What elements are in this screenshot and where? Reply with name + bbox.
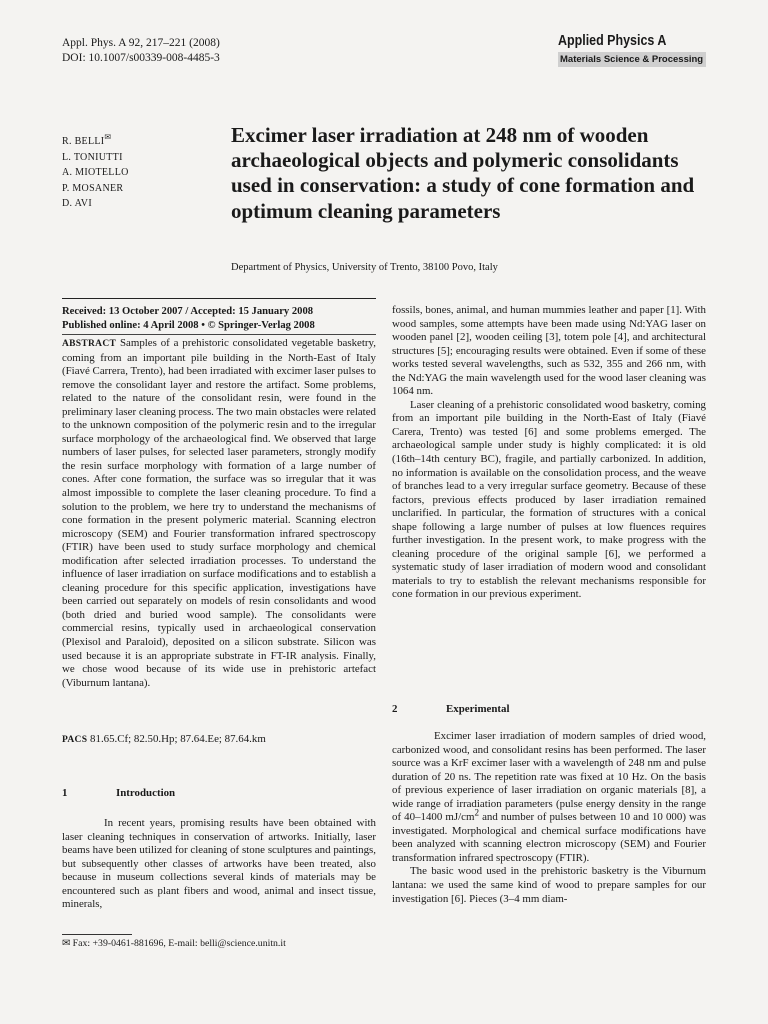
author: L. TONIUTTI: [62, 151, 123, 163]
paragraph: Excimer laser irradiation of modern samples of dried wood, carbonized wood, and consolidant resins has been performed. The laser source was a KrF excimer laser with a wavelength of 248 nm and pulse duration of 20 ns. The repetition rate was fixed at 10 Hz. On the basis of previous experience of laser irradiation on organic materials [8], a wide range of irradiation parameters (pulse energy density in the range of 40–1400 $mJ/cm^2$ and number of pulses between 10 and 10 000) was investigated. Morphological and chemical surface modifications have been analyzed with scanning electron microscopy (SEM) and Fourier transformation infrared spectroscopy (FTIR).: [392, 730, 706, 864]
abstract-label: ABSTRACT: [62, 339, 117, 349]
received-line: Received: 13 October 2007 / Accepted: 15 January 2008: [62, 306, 314, 317]
paragraph: fossils, bones, animal, and human mummies leather and paper [1]. With wood samples, some attempts have been made using Nd:YAG laser on wooden panel [2], wooden ceiling [3], totem pole [4], and architectural structures [5]; encouraging results were obtained. Even if some of these works tested several wavelengths, such as 532, 355 and 266 nm, with the Nd:YAG the main wavelength used for the wood laser cleaning was 1064 nm.: [392, 304, 706, 398]
pacs-codes: [62, 733, 266, 745]
section-heading-introduction: [62, 787, 175, 799]
section-number: 2: [392, 703, 398, 715]
journal-reference: Appl. Phys. A 92, 217–221 (2008): [62, 37, 220, 49]
section-title: Introduction: [116, 787, 176, 799]
journal-brand: [558, 33, 706, 67]
pacs-label: PACS: [62, 735, 88, 745]
abstract: [62, 337, 376, 690]
introduction-text: [62, 817, 376, 912]
journal-header: [62, 36, 220, 66]
author: R. BELLI✉: [62, 132, 112, 147]
affiliation: Department of Physics, University of Trento, 38100 Povo, Italy: [231, 262, 498, 273]
envelope-icon: ✉: [104, 132, 112, 142]
received-dates: [62, 305, 376, 332]
section-title: Experimental: [446, 703, 510, 715]
experimental-text: [392, 730, 706, 906]
footnote-divider: [62, 934, 132, 935]
author: P. MOSANER: [62, 182, 124, 194]
section-number: 1: [62, 787, 68, 799]
paragraph: The basic wood used in the prehistoric basketry is the Viburnum lantana: we used the same kind of wood to prepare samples for our investigation [6]. Pieces (3–4 mm diam-: [392, 865, 706, 905]
paper-title: Excimer laser irradiation at 248 nm of wooden archaeological objects and polymeric consolidants used in conservation: a study of cone formation and optimum cleaning parameters: [231, 123, 695, 223]
footnote: ✉ Fax: +39-0461-881696, E-mail: belli@science.unitn.it: [62, 938, 286, 949]
brand-title: Applied Physics A: [558, 33, 667, 49]
paragraph: In recent years, promising results have been obtained with laser cleaning techniques in conservation of artworks. Initially, laser beams have been utilized for cleaning of stone sculptures and paintings, but subsequently other classes of artworks have been treated, also because in museum collections several kinds of materials may be encountered such as plant fibers and wood, animal and insect tissue, minerals,: [62, 817, 376, 911]
divider: [62, 334, 376, 335]
abstract-text: Samples of a prehistoric consolidated vegetable basketry, coming from an important pile building in the North-East of Italy (Fiavé Carrera, Trento), had been irradiated with excimer laser pulses to remove the consolidant layer and restore the artifact. Some problems, related to the nature of the consolidant resin, were found in the preliminary laser cleaning process. The two main obstacles were related to the unknown composition of the polymeric resin and to the irregular surface morphology of the archaeological find. We observed that large numbers of laser pulses, for selected laser parameters, strongly modify the resin surface morphology with formation of a large number of cones. After cone formation, the surface was so irregular that it was almost impossible to complete the laser cleaning procedure. To find a solution to the problem, we here try to understand the mechanisms of cone formation in the present polymeric material. Scanning electron microscopy (SEM) and Fourier transformation infrared spectroscopy (FTIR) have been used to study surface morphology and chemical modification after selected irradiation processes. To understand the influence of laser irradiation on surface modifications and to establish a cleaning procedure for this specific application, investigations have been carried out separately on models of resin consolidants and wood (both dried and buried wood sample). The consolidants were commercial resins, typically used in archaeological conservation (Plexisol and Paraloid), deposited on a silicon substrate. Silicon was used because it is an appropriate substrate in FT-IR analysis. Finally, we chose wood because of its wide use in prehistoric artefact (Viburnum lantana).: [62, 337, 376, 689]
author-list: [62, 134, 129, 212]
author: A. MIOTELLO: [62, 167, 129, 178]
doi: DOI: 10.1007/s00339-008-4485-3: [62, 52, 220, 64]
author: D. AVI: [62, 198, 92, 209]
section-heading-experimental: [392, 703, 510, 715]
divider: [62, 298, 376, 299]
pacs-values: 81.65.Cf; 82.50.Hp; 87.64.Ee; 87.64.km: [90, 733, 266, 745]
right-column-intro: [392, 304, 706, 602]
brand-subtitle: Materials Science & Processing: [558, 52, 706, 67]
published-line: Published online: 4 April 2008 • © Springer-Verlag 2008: [62, 319, 315, 331]
paragraph: Laser cleaning of a prehistoric consolidated wood basketry, coming from an important pile building in the North-East of Italy (Fiavé Carera, Trento) was tested [6] and some problems emerged. The archaeological sample under study is highly complicated: it is old (16th–14th century BC), fragile, and partially carbonized. In addition, no information is available on the consolidation process, and the weave of branches lead to a very irregular surface geometry. Because of these factors, previous effects produced by laser irradiation remained unclarified. In particular, the formation of structures with a conical shape following a large number of pulses at low fluences requires further investigation. In the present work, to make progress with the cleaning procedure of the original sample [6], we performed a systematic study of laser irradiation of modern wood and consolidant materials to try to establish the relevant mechanisms responsible for cone formation in our previous experiment.: [392, 398, 706, 601]
